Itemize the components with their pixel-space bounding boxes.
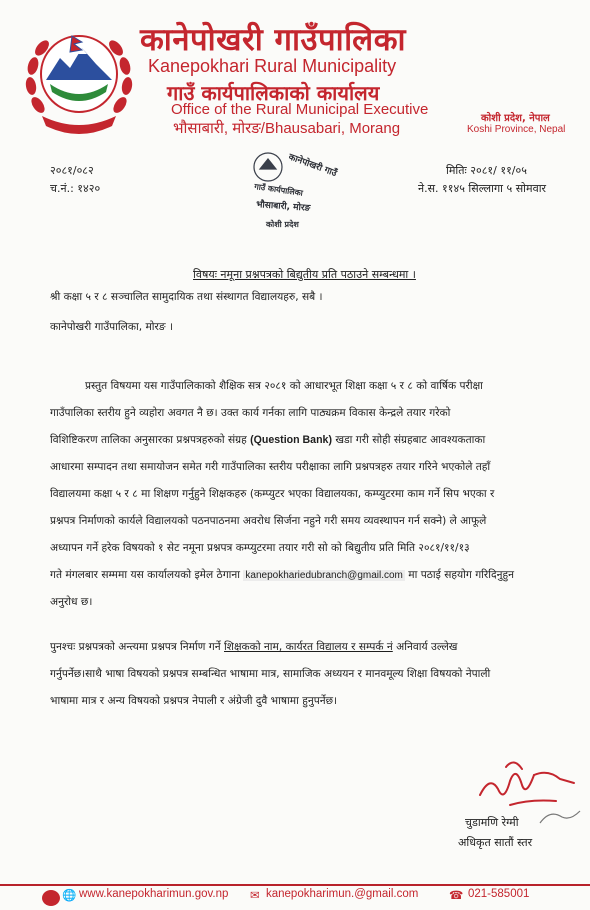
footer-divider (0, 884, 590, 886)
reference-number: च.नं.: १४२० (50, 182, 101, 195)
office-name-english: Office of the Rural Municipal Executive (171, 101, 429, 118)
required-details: शिक्षकको नाम, कार्यरत विद्यालय र सम्पर्क नं (224, 641, 393, 653)
body-line: अध्यापन गर्ने हरेक विषयको १ सेट नमूना प्रश्नपत्र कम्प्युटरमा तयार गरी सो को बिद्युतीय प्रति मिति २०८१/११/१३ (50, 542, 470, 554)
body-line: आधारमा सम्पादन तथा समायोजन समेत गरी गाउँपालिका स्तरीय परीक्षाका लागि प्रश्नपत्रहरु तयार गरिने भएकोले तहाँ (50, 461, 491, 473)
svg-text:गाउँ कार्यपालिका: गाउँ कार्यपालिका (253, 182, 304, 198)
footer-website[interactable]: www.kanepokharimun.gov.np (79, 888, 229, 900)
province-nepali: कोशी प्रदेश, नेपाल (481, 113, 550, 124)
body-line: अनुरोध छ। (50, 596, 93, 608)
body-line: भाषामा मात्र र अन्य विषयको प्रश्नपत्र नेपाली र अंग्रेजी दुवै भाषामा हुनुपर्नेछ। (50, 695, 338, 707)
body-text: गते मंगलबार सम्ममा यस कार्यालयको इमेल ठेगाना (50, 569, 241, 581)
municipality-name-english: Kanepokhari Rural Municipality (148, 56, 397, 76)
svg-text:कानेपोखरी गाउँ: कानेपोखरी गाउँ (286, 152, 338, 180)
municipal-emblem (20, 18, 138, 136)
body-line: प्रस्तुत विषयमा यस गाउँपालिकाको शैक्षिक सत्र २०८१ को आधारभूत शिक्षा कक्षा ५ र ८ को वार्षिक परीक्षा (85, 380, 483, 392)
signatory-title: अधिकृत सातौं स्तर (458, 836, 533, 849)
body-text: विशिष्टिकरण तालिका अनुसारका प्रश्नपत्रहरुको संग्रह (50, 434, 247, 446)
svg-text:कोशी प्रदेश: कोशी प्रदेश (266, 220, 299, 229)
office-stamp (230, 145, 350, 237)
letter-subject: विषयः नमूना प्रश्नपत्रको बिद्युतीय प्रति पठाउने सम्बन्धमा । (193, 268, 416, 281)
signatory-name: चुडामणि रेग्मी (465, 816, 519, 829)
office-name-nepali: गाउँ कार्यपालिकाको कार्यालय (167, 81, 380, 105)
question-bank-term: (Question Bank) (250, 434, 332, 446)
body-text: खडा गरी सोही संग्रहबाट आवश्यकताका (335, 434, 486, 446)
body-line: गाउँपालिका स्तरीय हुने व्यहोरा अवगत नै छ। उक्त कार्य गर्नका लागि पाठ्यक्रम विकास केन्द्रले तयार गरेको (50, 407, 451, 419)
body-line (50, 640, 457, 654)
phone-icon: ☎ (449, 890, 464, 902)
body-line: गर्नुपर्नेछ।साथै भाषा विषयको प्रश्नपत्र सम्बन्धित भाषामा मात्र, सामाजिक अध्ययन र मानवमूल्य शिक्षा विषयको नेपाली (50, 668, 491, 680)
emblem-icon (42, 890, 60, 906)
svg-text:भौसाबारी, मोरङ: भौसाबारी, मोरङ (255, 200, 311, 214)
body-line (50, 433, 485, 447)
handwritten-signature (470, 745, 585, 825)
body-line: विद्यालयमा कक्षा ५ र ८ मा शिक्षण गर्नुहुने शिक्षकहरु (कम्प्युटर भएका विद्यालयका, कम्प्युटरमा काम गर्ने सिप भएका र (50, 488, 495, 500)
body-line (50, 568, 514, 582)
addressee-line-2: कानेपोखरी गाउँपालिका, मोरङ । (50, 321, 173, 333)
nepal-era-date: ने.स. ११४५ सिल्लागा ५ सोमवार (418, 182, 547, 195)
body-text: पुनश्चः प्रश्नपत्रको अन्त्यमा प्रश्नपत्र निर्माण गर्ने (50, 641, 221, 653)
office-address: भौसाबारी, मोरङ/Bhausabari, Morang (173, 120, 401, 137)
body-line: प्रश्नपत्र निर्माणको कार्यले विद्यालयको पठनपाठनमा अवरोध सिर्जना नहुने गरी समय व्यवस्थापन गर्न सक्ने) ले आफूले (50, 515, 487, 527)
email-icon: ✉ (250, 890, 260, 902)
body-text: अनिवार्य उल्लेख (396, 641, 458, 653)
footer-phone: 021-585001 (468, 888, 530, 900)
globe-icon: 🌐 (62, 890, 77, 902)
municipality-name-nepali: कानेपोखरी गाउँपालिका (140, 22, 407, 58)
addressee-line-1: श्री कक्षा ५ र ८ सञ्चालित सामुदायिक तथा संस्थागत विद्यालयहरु, सबै । (50, 291, 323, 303)
letter-date: मितिः २०८१/ ११/०५ (446, 164, 527, 177)
email-link[interactable]: kanepokhariedubranch@gmail.com (245, 570, 403, 581)
province-english: Koshi Province, Nepal (467, 124, 566, 135)
body-text: मा पठाई सहयोग गरिदिनुहुन (408, 569, 514, 581)
fiscal-year: २०८१/०८२ (50, 164, 94, 177)
footer-email[interactable]: kanepokharimun.@gmail.com (266, 888, 419, 900)
